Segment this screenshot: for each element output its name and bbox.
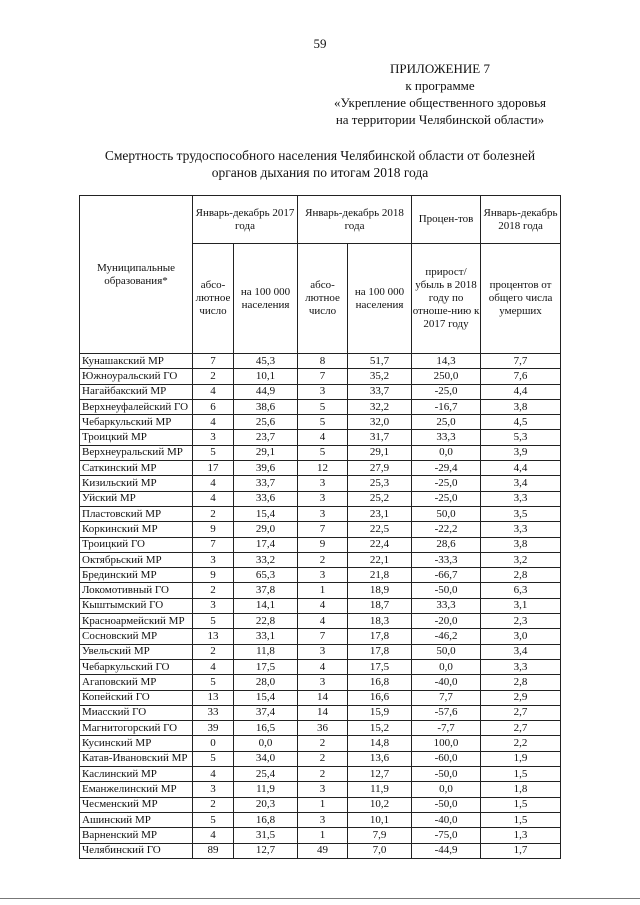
cell-abs-2018: 5 xyxy=(298,415,348,430)
cell-share: 1,5 xyxy=(481,797,561,812)
cell-share: 4,4 xyxy=(481,461,561,476)
cell-abs-2018: 1 xyxy=(298,797,348,812)
cell-share: 3,8 xyxy=(481,537,561,552)
cell-growth: -50,0 xyxy=(412,583,481,598)
cell-per100k-2018: 25,2 xyxy=(348,491,412,506)
cell-growth: -22,2 xyxy=(412,522,481,537)
cell-abs-2017: 3 xyxy=(193,782,234,797)
cell-abs-2017: 13 xyxy=(193,690,234,705)
cell-share: 3,1 xyxy=(481,598,561,613)
document-title xyxy=(0,147,640,181)
cell-municipality: Верхнеуральский МР xyxy=(80,445,193,460)
cell-municipality: Нагайбакский МР xyxy=(80,384,193,399)
cell-abs-2018: 3 xyxy=(298,568,348,583)
cell-per100k-2018: 13,6 xyxy=(348,751,412,766)
table-row xyxy=(80,552,561,567)
cell-growth: 100,0 xyxy=(412,736,481,751)
cell-growth: -7,7 xyxy=(412,721,481,736)
table-row xyxy=(80,476,561,491)
cell-municipality: Кунашакский МР xyxy=(80,354,193,369)
cell-per100k-2017: 25,4 xyxy=(234,767,298,782)
header-abs-2018: абсо-лютное число xyxy=(298,244,348,354)
cell-growth: -20,0 xyxy=(412,614,481,629)
cell-municipality: Брединский МР xyxy=(80,568,193,583)
cell-growth: 33,3 xyxy=(412,598,481,613)
cell-abs-2017: 2 xyxy=(193,506,234,521)
cell-per100k-2017: 28,0 xyxy=(234,675,298,690)
cell-abs-2018: 3 xyxy=(298,812,348,827)
cell-municipality: Копейский ГО xyxy=(80,690,193,705)
cell-abs-2018: 3 xyxy=(298,675,348,690)
cell-share: 4,5 xyxy=(481,415,561,430)
cell-abs-2018: 7 xyxy=(298,629,348,644)
cell-per100k-2018: 16,8 xyxy=(348,675,412,690)
cell-per100k-2018: 18,9 xyxy=(348,583,412,598)
cell-municipality: Ашинский МР xyxy=(80,812,193,827)
page-number: 59 xyxy=(313,36,327,51)
table-row xyxy=(80,659,561,674)
cell-growth: 33,3 xyxy=(412,430,481,445)
cell-abs-2017: 4 xyxy=(193,491,234,506)
cell-per100k-2017: 34,0 xyxy=(234,751,298,766)
cell-growth: -44,9 xyxy=(412,843,481,858)
cell-per100k-2018: 21,8 xyxy=(348,568,412,583)
table-row xyxy=(80,583,561,598)
cell-per100k-2017: 15,4 xyxy=(234,690,298,705)
table-row xyxy=(80,629,561,644)
cell-abs-2017: 9 xyxy=(193,568,234,583)
cell-share: 4,4 xyxy=(481,384,561,399)
cell-share: 1,5 xyxy=(481,812,561,827)
cell-share: 6,3 xyxy=(481,583,561,598)
cell-per100k-2017: 65,3 xyxy=(234,568,298,583)
cell-per100k-2017: 16,5 xyxy=(234,721,298,736)
cell-abs-2017: 3 xyxy=(193,430,234,445)
cell-growth: -50,0 xyxy=(412,767,481,782)
table-row xyxy=(80,736,561,751)
cell-municipality: Каслинский МР xyxy=(80,767,193,782)
cell-growth: 25,0 xyxy=(412,415,481,430)
appendix-line-2: к программе xyxy=(405,78,475,93)
cell-abs-2018: 2 xyxy=(298,767,348,782)
table-row xyxy=(80,721,561,736)
cell-share: 7,6 xyxy=(481,369,561,384)
cell-per100k-2018: 17,8 xyxy=(348,629,412,644)
cell-per100k-2017: 15,4 xyxy=(234,506,298,521)
cell-abs-2017: 3 xyxy=(193,552,234,567)
cell-per100k-2018: 23,1 xyxy=(348,506,412,521)
cell-growth: -66,7 xyxy=(412,568,481,583)
cell-municipality: Саткинский МР xyxy=(80,461,193,476)
cell-abs-2018: 3 xyxy=(298,782,348,797)
table-row xyxy=(80,445,561,460)
title-line-2: органов дыхания по итогам 2018 года xyxy=(211,165,429,180)
table-row xyxy=(80,828,561,843)
cell-per100k-2018: 32,0 xyxy=(348,415,412,430)
table-row xyxy=(80,461,561,476)
cell-municipality: Чебаркульский ГО xyxy=(80,659,193,674)
cell-abs-2018: 3 xyxy=(298,491,348,506)
cell-growth: 50,0 xyxy=(412,644,481,659)
cell-growth: 0,0 xyxy=(412,659,481,674)
cell-share: 3,3 xyxy=(481,659,561,674)
cell-per100k-2018: 18,7 xyxy=(348,598,412,613)
table-row xyxy=(80,430,561,445)
cell-abs-2017: 4 xyxy=(193,659,234,674)
cell-municipality: Еманжелинский МР xyxy=(80,782,193,797)
cell-per100k-2018: 10,1 xyxy=(348,812,412,827)
table-row xyxy=(80,797,561,812)
table-row xyxy=(80,690,561,705)
cell-per100k-2017: 0,0 xyxy=(234,736,298,751)
cell-abs-2017: 5 xyxy=(193,812,234,827)
cell-per100k-2018: 15,9 xyxy=(348,705,412,720)
table-row xyxy=(80,675,561,690)
cell-growth: 28,6 xyxy=(412,537,481,552)
cell-municipality: Уйский МР xyxy=(80,491,193,506)
cell-per100k-2017: 39,6 xyxy=(234,461,298,476)
cell-share: 1,3 xyxy=(481,828,561,843)
cell-abs-2018: 7 xyxy=(298,522,348,537)
cell-per100k-2018: 17,8 xyxy=(348,644,412,659)
table-row xyxy=(80,614,561,629)
cell-per100k-2017: 29,0 xyxy=(234,522,298,537)
cell-municipality: Агаповский МР xyxy=(80,675,193,690)
cell-abs-2018: 4 xyxy=(298,614,348,629)
cell-per100k-2017: 20,3 xyxy=(234,797,298,812)
cell-abs-2017: 2 xyxy=(193,369,234,384)
cell-per100k-2018: 17,5 xyxy=(348,659,412,674)
cell-per100k-2018: 35,2 xyxy=(348,369,412,384)
cell-share: 2,7 xyxy=(481,721,561,736)
cell-per100k-2017: 29,1 xyxy=(234,445,298,460)
cell-per100k-2018: 11,9 xyxy=(348,782,412,797)
cell-abs-2018: 9 xyxy=(298,537,348,552)
cell-municipality: Октябрьский МР xyxy=(80,552,193,567)
cell-abs-2017: 33 xyxy=(193,705,234,720)
appendix-line-1: ПРИЛОЖЕНИЕ 7 xyxy=(390,61,490,76)
table-row xyxy=(80,705,561,720)
cell-per100k-2017: 31,5 xyxy=(234,828,298,843)
cell-abs-2018: 36 xyxy=(298,721,348,736)
cell-share: 3,4 xyxy=(481,476,561,491)
cell-share: 3,3 xyxy=(481,522,561,537)
cell-abs-2017: 5 xyxy=(193,445,234,460)
table-row xyxy=(80,369,561,384)
cell-abs-2017: 9 xyxy=(193,522,234,537)
table-row xyxy=(80,506,561,521)
cell-municipality: Коркинский МР xyxy=(80,522,193,537)
table-row xyxy=(80,522,561,537)
cell-municipality: Катав-Ивановский МР xyxy=(80,751,193,766)
header-abs-2017: абсо-лютное число xyxy=(193,244,234,354)
cell-growth: -29,4 xyxy=(412,461,481,476)
cell-abs-2017: 39 xyxy=(193,721,234,736)
cell-municipality: Варненский МР xyxy=(80,828,193,843)
cell-abs-2017: 4 xyxy=(193,767,234,782)
cell-per100k-2018: 16,6 xyxy=(348,690,412,705)
cell-municipality: Чесменский МР xyxy=(80,797,193,812)
cell-municipality: Красноармейский МР xyxy=(80,614,193,629)
cell-per100k-2018: 7,0 xyxy=(348,843,412,858)
cell-abs-2018: 7 xyxy=(298,369,348,384)
cell-growth: 250,0 xyxy=(412,369,481,384)
table-row xyxy=(80,568,561,583)
cell-municipality: Челябинский ГО xyxy=(80,843,193,858)
cell-share: 1,9 xyxy=(481,751,561,766)
table-row xyxy=(80,843,561,858)
header-per100k-2018: на 100 000 населения xyxy=(348,244,412,354)
cell-per100k-2017: 33,1 xyxy=(234,629,298,644)
cell-abs-2017: 7 xyxy=(193,537,234,552)
cell-per100k-2018: 18,3 xyxy=(348,614,412,629)
header-share: процентов от общего числа умерших xyxy=(481,244,561,354)
cell-growth: -33,3 xyxy=(412,552,481,567)
cell-per100k-2018: 51,7 xyxy=(348,354,412,369)
cell-growth: -57,6 xyxy=(412,705,481,720)
cell-abs-2018: 8 xyxy=(298,354,348,369)
cell-growth: -46,2 xyxy=(412,629,481,644)
cell-abs-2017: 2 xyxy=(193,797,234,812)
cell-per100k-2018: 12,7 xyxy=(348,767,412,782)
header-per100k-2017: на 100 000 населения xyxy=(234,244,298,354)
cell-per100k-2017: 17,5 xyxy=(234,659,298,674)
cell-share: 2,8 xyxy=(481,675,561,690)
cell-abs-2017: 6 xyxy=(193,399,234,414)
cell-abs-2017: 4 xyxy=(193,415,234,430)
cell-per100k-2017: 37,4 xyxy=(234,705,298,720)
table-row xyxy=(80,767,561,782)
cell-abs-2018: 4 xyxy=(298,430,348,445)
cell-growth: 0,0 xyxy=(412,445,481,460)
cell-abs-2017: 3 xyxy=(193,598,234,613)
cell-share: 3,8 xyxy=(481,399,561,414)
cell-share: 1,8 xyxy=(481,782,561,797)
cell-per100k-2018: 33,7 xyxy=(348,384,412,399)
table-row xyxy=(80,491,561,506)
header-growth: прирост/ убыль в 2018 году по отноше-нию к 2017 году xyxy=(412,244,481,354)
table-row xyxy=(80,384,561,399)
cell-per100k-2018: 22,1 xyxy=(348,552,412,567)
cell-municipality: Троицкий ГО xyxy=(80,537,193,552)
cell-growth: -16,7 xyxy=(412,399,481,414)
cell-growth: -60,0 xyxy=(412,751,481,766)
cell-growth: -25,0 xyxy=(412,491,481,506)
cell-municipality: Кизильский МР xyxy=(80,476,193,491)
cell-growth: 14,3 xyxy=(412,354,481,369)
cell-municipality: Локомотивный ГО xyxy=(80,583,193,598)
cell-share: 3,3 xyxy=(481,491,561,506)
cell-abs-2018: 1 xyxy=(298,828,348,843)
mortality-table xyxy=(79,195,561,859)
cell-growth: 0,0 xyxy=(412,782,481,797)
cell-abs-2018: 3 xyxy=(298,476,348,491)
table-row xyxy=(80,415,561,430)
appendix-line-4: на территории Челябинской области» xyxy=(335,112,545,127)
cell-per100k-2017: 11,8 xyxy=(234,644,298,659)
cell-per100k-2018: 25,3 xyxy=(348,476,412,491)
cell-abs-2018: 2 xyxy=(298,751,348,766)
cell-municipality: Магнитогорский ГО xyxy=(80,721,193,736)
cell-municipality: Миасский ГО xyxy=(80,705,193,720)
table-row xyxy=(80,782,561,797)
cell-share: 3,2 xyxy=(481,552,561,567)
cell-share: 2,3 xyxy=(481,614,561,629)
cell-abs-2017: 13 xyxy=(193,629,234,644)
header-percent: Процен-тов xyxy=(412,196,481,244)
cell-growth: -40,0 xyxy=(412,675,481,690)
cell-per100k-2018: 29,1 xyxy=(348,445,412,460)
cell-per100k-2017: 23,7 xyxy=(234,430,298,445)
cell-abs-2018: 14 xyxy=(298,705,348,720)
cell-abs-2017: 4 xyxy=(193,384,234,399)
cell-abs-2017: 4 xyxy=(193,476,234,491)
cell-per100k-2017: 37,8 xyxy=(234,583,298,598)
table-row xyxy=(80,399,561,414)
cell-share: 2,9 xyxy=(481,690,561,705)
table-body xyxy=(80,354,561,859)
cell-per100k-2018: 14,8 xyxy=(348,736,412,751)
cell-share: 3,4 xyxy=(481,644,561,659)
cell-growth: -75,0 xyxy=(412,828,481,843)
title-line-1: Смертность трудоспособного населения Челябинской области от болезней xyxy=(104,148,536,163)
cell-abs-2018: 4 xyxy=(298,659,348,674)
cell-growth: -40,0 xyxy=(412,812,481,827)
cell-municipality: Южноуральский ГО xyxy=(80,369,193,384)
cell-abs-2018: 49 xyxy=(298,843,348,858)
cell-per100k-2017: 33,2 xyxy=(234,552,298,567)
cell-share: 5,3 xyxy=(481,430,561,445)
cell-abs-2018: 1 xyxy=(298,583,348,598)
cell-municipality: Сосновский МР xyxy=(80,629,193,644)
table-row xyxy=(80,751,561,766)
cell-growth: 50,0 xyxy=(412,506,481,521)
cell-share: 3,0 xyxy=(481,629,561,644)
cell-abs-2017: 5 xyxy=(193,614,234,629)
cell-share: 1,7 xyxy=(481,843,561,858)
table-row xyxy=(80,354,561,369)
cell-abs-2018: 12 xyxy=(298,461,348,476)
cell-growth: 7,7 xyxy=(412,690,481,705)
cell-per100k-2017: 44,9 xyxy=(234,384,298,399)
cell-abs-2017: 7 xyxy=(193,354,234,369)
table-row xyxy=(80,644,561,659)
cell-per100k-2017: 12,7 xyxy=(234,843,298,858)
cell-per100k-2018: 22,4 xyxy=(348,537,412,552)
cell-per100k-2017: 33,7 xyxy=(234,476,298,491)
bottom-scan-edge xyxy=(0,898,640,899)
cell-per100k-2017: 22,8 xyxy=(234,614,298,629)
cell-growth: -25,0 xyxy=(412,476,481,491)
cell-per100k-2018: 22,5 xyxy=(348,522,412,537)
cell-abs-2017: 4 xyxy=(193,828,234,843)
cell-municipality: Увельский МР xyxy=(80,644,193,659)
header-municipal: Муниципальные образования* xyxy=(80,196,193,354)
cell-per100k-2018: 32,2 xyxy=(348,399,412,414)
cell-per100k-2017: 38,6 xyxy=(234,399,298,414)
cell-abs-2017: 2 xyxy=(193,583,234,598)
table-row xyxy=(80,812,561,827)
cell-per100k-2017: 11,9 xyxy=(234,782,298,797)
cell-growth: -25,0 xyxy=(412,384,481,399)
cell-per100k-2017: 17,4 xyxy=(234,537,298,552)
cell-share: 2,2 xyxy=(481,736,561,751)
cell-municipality: Пластовский МР xyxy=(80,506,193,521)
cell-per100k-2017: 10,1 xyxy=(234,369,298,384)
cell-per100k-2018: 7,9 xyxy=(348,828,412,843)
cell-per100k-2017: 14,1 xyxy=(234,598,298,613)
cell-share: 2,8 xyxy=(481,568,561,583)
cell-abs-2018: 14 xyxy=(298,690,348,705)
cell-per100k-2018: 31,7 xyxy=(348,430,412,445)
header-share-2018: Январь-декабрь 2018 года xyxy=(481,196,561,244)
cell-abs-2017: 2 xyxy=(193,644,234,659)
cell-abs-2018: 2 xyxy=(298,736,348,751)
cell-abs-2017: 0 xyxy=(193,736,234,751)
cell-abs-2018: 4 xyxy=(298,598,348,613)
cell-municipality: Чебаркульский МР xyxy=(80,415,193,430)
cell-per100k-2018: 15,2 xyxy=(348,721,412,736)
cell-share: 7,7 xyxy=(481,354,561,369)
header-year-2017: Январь-декабрь 2017 года xyxy=(193,196,298,244)
cell-abs-2017: 89 xyxy=(193,843,234,858)
cell-per100k-2017: 33,6 xyxy=(234,491,298,506)
cell-abs-2018: 3 xyxy=(298,384,348,399)
cell-share: 3,5 xyxy=(481,506,561,521)
cell-abs-2017: 17 xyxy=(193,461,234,476)
table-row xyxy=(80,598,561,613)
cell-per100k-2017: 25,6 xyxy=(234,415,298,430)
cell-municipality: Кусинский МР xyxy=(80,736,193,751)
cell-per100k-2017: 16,8 xyxy=(234,812,298,827)
cell-abs-2017: 5 xyxy=(193,751,234,766)
cell-abs-2018: 3 xyxy=(298,644,348,659)
cell-abs-2018: 5 xyxy=(298,445,348,460)
appendix-block xyxy=(300,60,580,128)
cell-share: 2,7 xyxy=(481,705,561,720)
appendix-line-3: «Укрепление общественного здоровья xyxy=(333,95,547,110)
cell-municipality: Кыштымский ГО xyxy=(80,598,193,613)
cell-growth: -50,0 xyxy=(412,797,481,812)
cell-share: 3,9 xyxy=(481,445,561,460)
header-year-2018: Январь-декабрь 2018 года xyxy=(298,196,412,244)
cell-abs-2017: 5 xyxy=(193,675,234,690)
cell-abs-2018: 5 xyxy=(298,399,348,414)
cell-municipality: Троицкий МР xyxy=(80,430,193,445)
table-row xyxy=(80,537,561,552)
cell-abs-2018: 3 xyxy=(298,506,348,521)
cell-per100k-2018: 10,2 xyxy=(348,797,412,812)
cell-municipality: Верхнеуфалейский ГО xyxy=(80,399,193,414)
cell-abs-2018: 2 xyxy=(298,552,348,567)
cell-share: 1,5 xyxy=(481,767,561,782)
cell-per100k-2018: 27,9 xyxy=(348,461,412,476)
cell-per100k-2017: 45,3 xyxy=(234,354,298,369)
